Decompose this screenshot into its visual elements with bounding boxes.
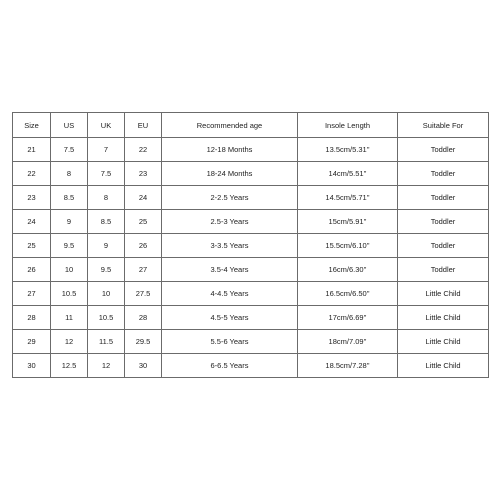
cell-size: 25 bbox=[13, 234, 51, 258]
cell-size: 27 bbox=[13, 282, 51, 306]
header-insole-length: Insole Length bbox=[298, 113, 398, 138]
cell-recommended-age: 2.5-3 Years bbox=[162, 210, 298, 234]
header-uk: UK bbox=[88, 113, 125, 138]
cell-uk: 11.5 bbox=[88, 330, 125, 354]
table-row bbox=[13, 162, 489, 186]
cell-uk: 9 bbox=[88, 234, 125, 258]
cell-suitable-for: Toddler bbox=[398, 186, 489, 210]
cell-insole-length: 14cm/5.51'' bbox=[298, 162, 398, 186]
cell-suitable-for: Little Child bbox=[398, 354, 489, 378]
cell-us: 11 bbox=[51, 306, 88, 330]
cell-recommended-age: 18-24 Months bbox=[162, 162, 298, 186]
cell-recommended-age: 4-4.5 Years bbox=[162, 282, 298, 306]
cell-recommended-age: 2-2.5 Years bbox=[162, 186, 298, 210]
cell-size: 22 bbox=[13, 162, 51, 186]
cell-uk: 9.5 bbox=[88, 258, 125, 282]
cell-size: 29 bbox=[13, 330, 51, 354]
cell-size: 28 bbox=[13, 306, 51, 330]
cell-insole-length: 15cm/5.91'' bbox=[298, 210, 398, 234]
cell-recommended-age: 4.5-5 Years bbox=[162, 306, 298, 330]
cell-us: 7.5 bbox=[51, 138, 88, 162]
cell-insole-length: 16cm/6.30'' bbox=[298, 258, 398, 282]
cell-insole-length: 15.5cm/6.10'' bbox=[298, 234, 398, 258]
cell-uk: 8.5 bbox=[88, 210, 125, 234]
header-row bbox=[13, 113, 489, 138]
cell-recommended-age: 5.5-6 Years bbox=[162, 330, 298, 354]
header-us: US bbox=[51, 113, 88, 138]
cell-suitable-for: Toddler bbox=[398, 234, 489, 258]
cell-us: 10 bbox=[51, 258, 88, 282]
cell-eu: 24 bbox=[125, 186, 162, 210]
cell-uk: 10 bbox=[88, 282, 125, 306]
cell-recommended-age: 12-18 Months bbox=[162, 138, 298, 162]
cell-eu: 27.5 bbox=[125, 282, 162, 306]
cell-size: 30 bbox=[13, 354, 51, 378]
cell-us: 12 bbox=[51, 330, 88, 354]
header-recommended-age: Recommended age bbox=[162, 113, 298, 138]
cell-insole-length: 16.5cm/6.50'' bbox=[298, 282, 398, 306]
cell-recommended-age: 3-3.5 Years bbox=[162, 234, 298, 258]
cell-recommended-age: 6-6.5 Years bbox=[162, 354, 298, 378]
cell-suitable-for: Toddler bbox=[398, 138, 489, 162]
cell-us: 10.5 bbox=[51, 282, 88, 306]
table-row bbox=[13, 138, 489, 162]
cell-suitable-for: Toddler bbox=[398, 258, 489, 282]
cell-eu: 30 bbox=[125, 354, 162, 378]
cell-us: 8 bbox=[51, 162, 88, 186]
cell-eu: 26 bbox=[125, 234, 162, 258]
cell-suitable-for: Little Child bbox=[398, 330, 489, 354]
table-row bbox=[13, 306, 489, 330]
cell-us: 12.5 bbox=[51, 354, 88, 378]
cell-insole-length: 18.5cm/7.28'' bbox=[298, 354, 398, 378]
cell-suitable-for: Toddler bbox=[398, 210, 489, 234]
size-chart-table bbox=[12, 112, 489, 378]
cell-eu: 25 bbox=[125, 210, 162, 234]
cell-size: 26 bbox=[13, 258, 51, 282]
cell-eu: 23 bbox=[125, 162, 162, 186]
cell-suitable-for: Toddler bbox=[398, 162, 489, 186]
cell-us: 9.5 bbox=[51, 234, 88, 258]
cell-insole-length: 13.5cm/5.31'' bbox=[298, 138, 398, 162]
cell-size: 23 bbox=[13, 186, 51, 210]
cell-suitable-for: Little Child bbox=[398, 306, 489, 330]
header-eu: EU bbox=[125, 113, 162, 138]
cell-uk: 10.5 bbox=[88, 306, 125, 330]
table-row bbox=[13, 354, 489, 378]
cell-uk: 8 bbox=[88, 186, 125, 210]
cell-us: 8.5 bbox=[51, 186, 88, 210]
cell-recommended-age: 3.5-4 Years bbox=[162, 258, 298, 282]
table-row bbox=[13, 210, 489, 234]
cell-insole-length: 17cm/6.69'' bbox=[298, 306, 398, 330]
cell-suitable-for: Little Child bbox=[398, 282, 489, 306]
cell-eu: 27 bbox=[125, 258, 162, 282]
cell-eu: 29.5 bbox=[125, 330, 162, 354]
cell-insole-length: 18cm/7.09'' bbox=[298, 330, 398, 354]
header-size: Size bbox=[13, 113, 51, 138]
table-row bbox=[13, 330, 489, 354]
table-row bbox=[13, 282, 489, 306]
header-suitable-for: Suitable For bbox=[398, 113, 489, 138]
cell-uk: 7 bbox=[88, 138, 125, 162]
cell-insole-length: 14.5cm/5.71'' bbox=[298, 186, 398, 210]
table-row bbox=[13, 186, 489, 210]
cell-uk: 12 bbox=[88, 354, 125, 378]
cell-size: 21 bbox=[13, 138, 51, 162]
cell-us: 9 bbox=[51, 210, 88, 234]
size-chart-body bbox=[13, 138, 489, 378]
cell-uk: 7.5 bbox=[88, 162, 125, 186]
cell-size: 24 bbox=[13, 210, 51, 234]
table-row bbox=[13, 258, 489, 282]
cell-eu: 22 bbox=[125, 138, 162, 162]
table-row bbox=[13, 234, 489, 258]
cell-eu: 28 bbox=[125, 306, 162, 330]
